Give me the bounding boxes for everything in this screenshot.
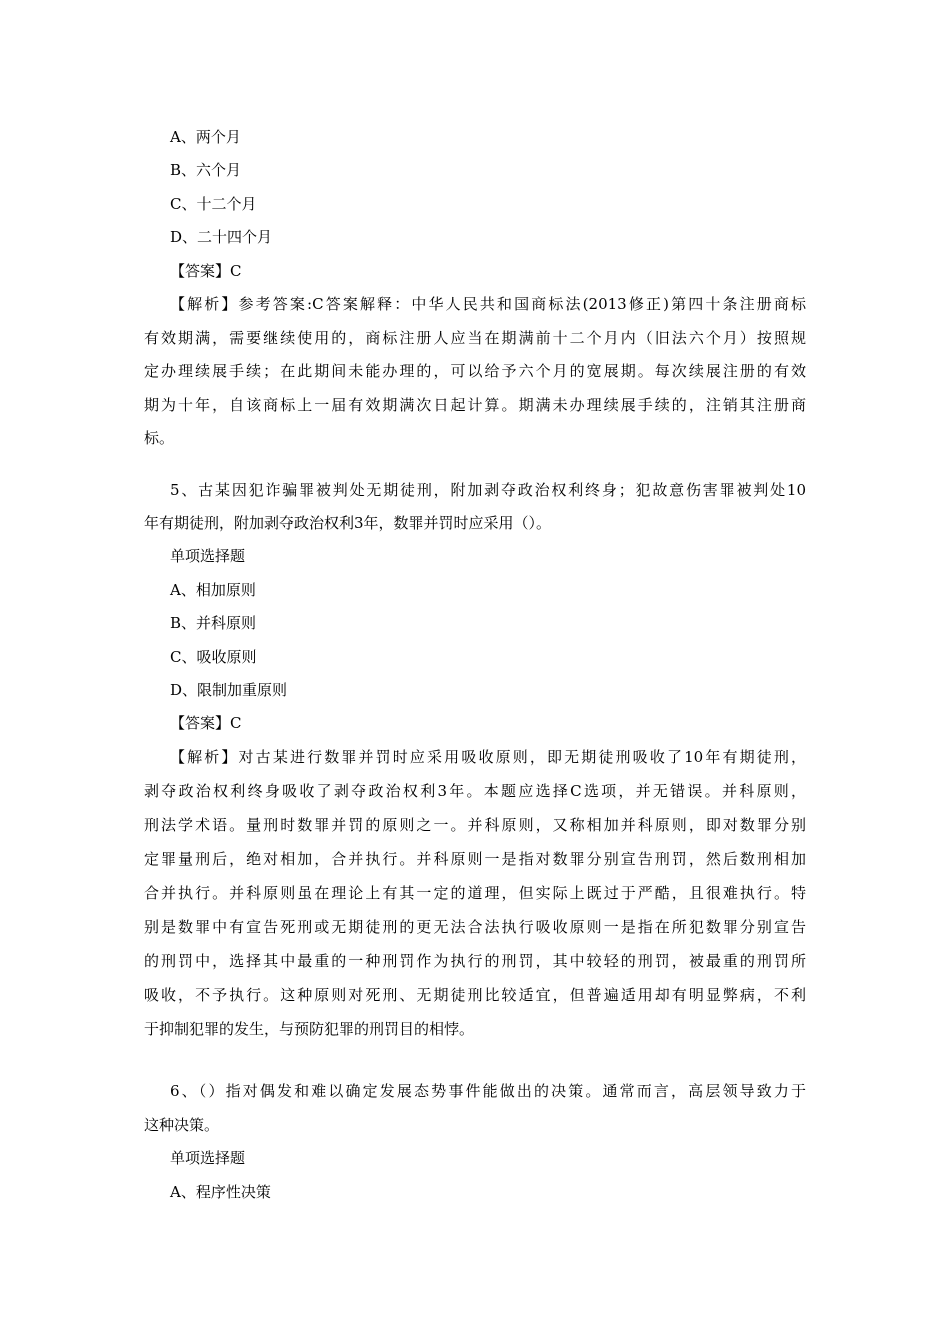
q5-analysis-line-3: 刑法学术语。量刑时数罪并罚的原则之一。并科原则，又称相加并科原则，即对数罪分别 bbox=[144, 816, 806, 834]
q4-option-c: C、十二个月 bbox=[170, 195, 257, 213]
q4-option-b: B、六个月 bbox=[170, 161, 242, 179]
q6-option-a: A、程序性决策 bbox=[170, 1183, 271, 1201]
q4-analysis-line-5: 标。 bbox=[144, 429, 175, 447]
q5-analysis-line-2: 剥夺政治权利终身吸收了剥夺政治权利3年。本题应选择C选项，并无错误。并科原则， bbox=[144, 782, 806, 800]
q4-answer: 【答案】C bbox=[170, 262, 242, 280]
q6-question-type: 单项选择题 bbox=[170, 1149, 246, 1167]
q5-question-line-2: 年有期徒刑，附加剥夺政治权利3年，数罪并罚时应采用（）。 bbox=[144, 514, 552, 532]
q4-analysis-line-2: 有效期满，需要继续使用的，商标注册人应当在期满前十二个月内（旧法六个月）按照规 bbox=[144, 329, 806, 347]
q5-option-b: B、并科原则 bbox=[170, 614, 257, 632]
q4-analysis-line-3: 定办理续展手续；在此期间未能办理的，可以给予六个月的宽展期。每次续展注册的有效 bbox=[144, 362, 806, 380]
q5-analysis-line-6: 别是数罪中有宣告死刑或无期徒刑的更无法合法执行吸收原则一是指在所犯数罪分别宣告 bbox=[144, 918, 806, 936]
q5-question-type: 单项选择题 bbox=[170, 547, 246, 565]
q5-option-d: D、限制加重原则 bbox=[170, 681, 288, 699]
q4-option-a: A、两个月 bbox=[170, 128, 241, 146]
q5-option-a: A、相加原则 bbox=[170, 581, 256, 599]
q6-question-line-1: 6、（）指对偶发和难以确定发展态势事件能做出的决策。通常而言，高层领导致力于 bbox=[170, 1082, 806, 1100]
q5-analysis-line-9: 于抑制犯罪的发生，与预防犯罪的刑罚目的相悖。 bbox=[144, 1020, 475, 1038]
q5-analysis-line-1: 【解析】对古某进行数罪并罚时应采用吸收原则，即无期徒刑吸收了10年有期徒刑， bbox=[170, 748, 806, 766]
q4-option-d: D、二十四个月 bbox=[170, 228, 273, 246]
q4-analysis-line-1: 【解析】参考答案:C答案解释：中华人民共和国商标法(2013修正)第四十条注册商标 bbox=[170, 295, 806, 313]
q5-analysis-line-5: 合并执行。并科原则虽在理论上有其一定的道理，但实际上既过于严酷，且很难执行。特 bbox=[144, 884, 806, 902]
q5-option-c: C、吸收原则 bbox=[170, 648, 257, 666]
q5-answer: 【答案】C bbox=[170, 714, 242, 732]
q5-analysis-line-7: 的刑罚中，选择其中最重的一种刑罚作为执行的刑罚，其中较轻的刑罚，被最重的刑罚所 bbox=[144, 952, 806, 970]
q5-analysis-line-4: 定罪量刑后，绝对相加，合并执行。并科原则一是指对数罪分别宣告刑罚，然后数刑相加 bbox=[144, 850, 806, 868]
q5-question-line-1: 5、古某因犯诈骗罪被判处无期徒刑，附加剥夺政治权利终身；犯故意伤害罪被判处10 bbox=[170, 481, 806, 499]
q5-analysis-line-8: 吸收，不予执行。这种原则对死刑、无期徒刑比较适宜，但普遍适用却有明显弊病，不利 bbox=[144, 986, 806, 1004]
q4-analysis-line-4: 期为十年，自该商标上一届有效期满次日起计算。期满未办理续展手续的，注销其注册商 bbox=[144, 396, 806, 414]
q6-question-line-2: 这种决策。 bbox=[144, 1116, 220, 1134]
